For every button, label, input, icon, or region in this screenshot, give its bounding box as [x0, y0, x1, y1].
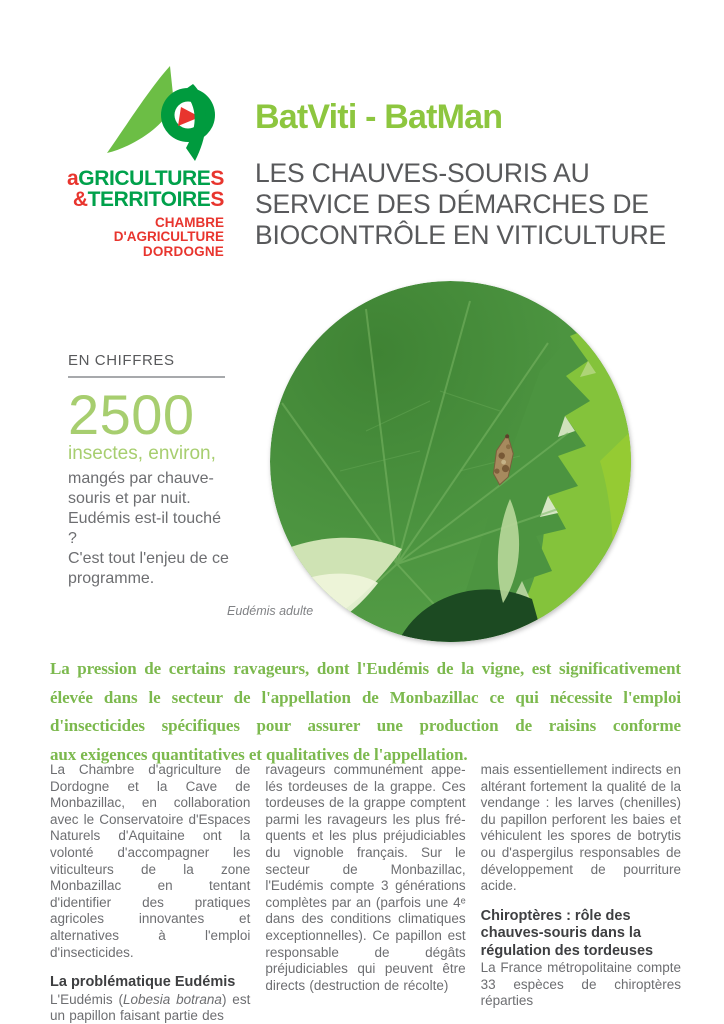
logo-wordmark: [50, 168, 224, 259]
intro-line: d'insecticides spécifiques pour assurer une production de raisins conforme: [50, 716, 681, 735]
page-subtitle: LES CHAUVES-SOURIS AU SERVICE DES DÉMARCHES DE BIOCONTRÔLE EN VITICULTURE: [255, 158, 666, 250]
logo-line-territoires: &TERRITOIRES: [72, 188, 224, 212]
logo-line-chambre: CHAMBRE D'AGRICULTURE: [113, 214, 224, 244]
column-heading: Chiroptères : rôle des chauves-souris dans la régulation des tordeuses: [480, 907, 654, 959]
eudemis-photo: [270, 281, 631, 642]
stats-divider: [68, 376, 225, 378]
stats-label: EN CHIFFRES: [68, 352, 175, 369]
column-3: [481, 762, 681, 1024]
stats-number: 2500: [68, 383, 195, 446]
column-1: [50, 762, 250, 1024]
intro-line: La pression de certains ravageurs, dont l'Eudémis de la vigne, est significativement: [50, 659, 681, 678]
column-paragraph: La Chambre d'agriculture de Dordogne et la Cave de Monbazillac, en collaboration avec le Conservatoire d'Espaces Naturels d'Aquitaine ont la volonté d'accompagner les viticulteurs de la zone Monbazillac en tentant d'identifier des pratiques agricoles innovantes et alternatives à l'emploi d'insecticides.: [50, 762, 251, 960]
stats-description: mangés par chauve- souris et par nuit. Eudémis est-il touché ? C'est tout l'enjeu de ce programme.: [68, 470, 229, 587]
column-paragraph: mais essentiellement indirects en altérant fortement la qualité de la vendange : les larves (chenilles) du papillon perforent les baies et véhiculent les spores de botrytis ou d'aspergilus responsables de développement de pourriture acide.: [480, 762, 681, 894]
logo-line-agricultures: aGRICULTURES: [67, 167, 224, 190]
logo-arrow-icon: [104, 62, 224, 164]
column-heading: La problématique Eudémis: [50, 974, 236, 991]
en-chiffres-panel: [68, 352, 234, 589]
column-2: [265, 762, 465, 1024]
page-title: BatViti - BatMan: [255, 98, 503, 136]
column-paragraph: La France métropolitaine compte 33 espèces de chiroptères réparties: [480, 960, 681, 1009]
stats-unit: insectes, environ,: [68, 443, 216, 464]
chamber-agriculture-logo: [50, 62, 224, 259]
intro-line: élevée dans le secteur de l'appellation de Monbazillac ce qui nécessite l'emploi: [50, 687, 681, 707]
column-paragraph: ravageurs communément appelés tordeuses de la grappe. Ces tordeuses de la grappe comptent parmi les ravageurs les plus fréquents et les plus préjudiciables du vignoble français. Sur le secteur de Monbazillac, l'Eudémis compte 3 générations complètes par an (parfois une 4ᵉ dans des conditions climatiques exceptionnelles). Ce papillon est responsable de dégâts préjudiciables qui peuvent être directs (destruction de récolte): [265, 762, 466, 993]
photo-caption: Eudémis adulte: [227, 604, 314, 618]
intro-line: aux exigences quantitatives et qualitatives de l'appellation.: [50, 744, 468, 764]
logo-line-dordogne: DORDOGNE: [142, 244, 224, 260]
column-paragraph: L'Eudémis (Lobesia botrana) est un papillon faisant partie des: [50, 991, 251, 1024]
intro-paragraph: [50, 655, 681, 769]
vine-leaf-moth-illustration: [270, 281, 631, 642]
body-columns: [50, 762, 681, 1024]
